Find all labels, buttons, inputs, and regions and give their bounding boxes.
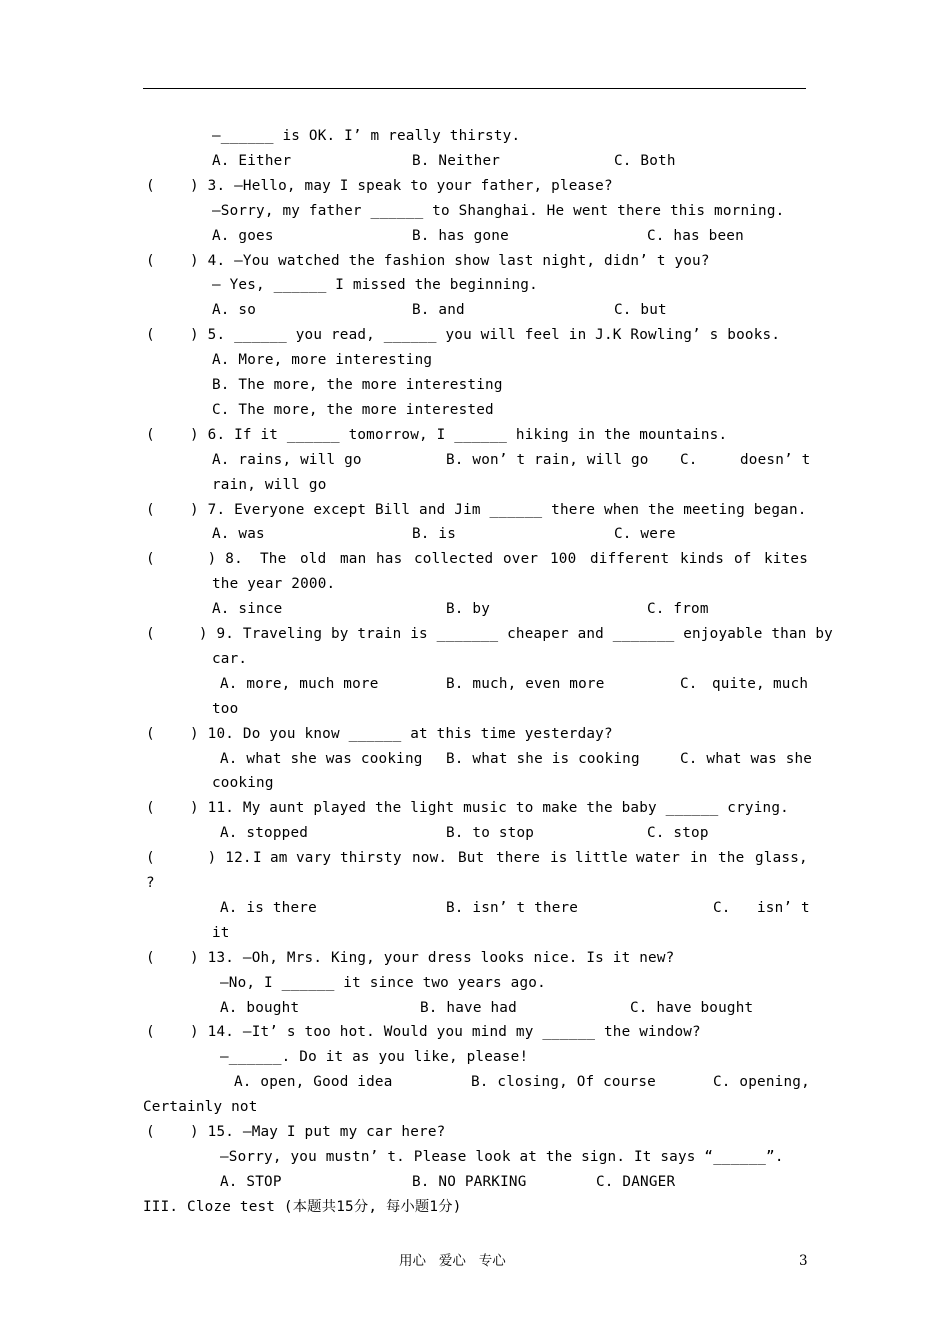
text-segment: B. won’ t rain, will go bbox=[446, 451, 649, 468]
text-line bbox=[0, 1020, 950, 1045]
text-segment: C. The more, the more interested bbox=[212, 401, 494, 418]
text-segment: C. has been bbox=[647, 227, 744, 244]
text-line bbox=[0, 1120, 950, 1145]
text-segment: Certainly not bbox=[143, 1099, 258, 1116]
text-line bbox=[0, 174, 950, 199]
text-segment: A. was bbox=[212, 526, 265, 543]
text-segment: A. since bbox=[212, 601, 283, 618]
text-line bbox=[0, 124, 950, 149]
text-segment: A. bought bbox=[220, 999, 300, 1016]
text-line bbox=[0, 298, 950, 323]
text-line bbox=[0, 373, 950, 398]
text-line bbox=[0, 722, 950, 747]
text-line bbox=[0, 448, 950, 473]
text-segment: —______. Do it as you like, please! bbox=[220, 1049, 529, 1066]
text-line bbox=[0, 771, 950, 796]
text-line bbox=[0, 473, 950, 498]
text-segment: —No, I ______ it since two years ago. bbox=[220, 974, 546, 991]
text-segment: B. isn’ t there bbox=[446, 899, 579, 916]
text-segment: ( ) 12. bbox=[146, 850, 252, 867]
text-segment: B. by bbox=[446, 601, 491, 618]
text-line bbox=[0, 896, 950, 921]
text-segment: C. DANGER bbox=[596, 1173, 676, 1190]
text-segment: B. and bbox=[412, 302, 465, 319]
text-segment: collected bbox=[414, 551, 494, 568]
text-segment: C. opening, bbox=[713, 1074, 810, 1091]
text-segment: A. stopped bbox=[220, 825, 309, 842]
text-segment: C. stop bbox=[647, 825, 709, 842]
text-segment: C. bbox=[680, 451, 698, 468]
text-line bbox=[0, 1145, 950, 1170]
text-segment: isn’ t bbox=[757, 899, 810, 916]
text-segment: ( ) 7. Everyone except Bill and Jim ______ there when the meeting began. bbox=[146, 501, 807, 518]
text-segment: C. bbox=[713, 899, 731, 916]
text-segment: car. bbox=[212, 650, 248, 667]
text-segment: it bbox=[212, 924, 230, 941]
text-segment: ( ) 8. bbox=[146, 551, 243, 568]
text-segment: C. have bought bbox=[630, 999, 754, 1016]
text-segment: the bbox=[718, 850, 745, 867]
text-segment: there bbox=[496, 850, 541, 867]
text-segment: the year 2000. bbox=[212, 576, 336, 593]
text-line bbox=[0, 522, 950, 547]
text-segment: cooking bbox=[212, 775, 274, 792]
text-segment: am bbox=[270, 850, 288, 867]
text-segment: The bbox=[260, 551, 287, 568]
text-segment: ( ) 13. —Oh, Mrs. King, your dress looks nice. Is it new? bbox=[146, 949, 675, 966]
text-line bbox=[0, 498, 950, 523]
text-line bbox=[0, 672, 950, 697]
text-line bbox=[0, 149, 950, 174]
text-segment: C. Both bbox=[614, 152, 676, 169]
text-line bbox=[0, 348, 950, 373]
text-segment: man bbox=[340, 551, 367, 568]
text-line bbox=[0, 946, 950, 971]
text-segment: A. Either bbox=[212, 152, 292, 169]
text-line bbox=[0, 1195, 950, 1220]
text-line bbox=[0, 249, 950, 274]
text-line bbox=[0, 597, 950, 622]
text-segment: B. has gone bbox=[412, 227, 509, 244]
text-segment: B. to stop bbox=[446, 825, 535, 842]
text-segment: A. More, more interesting bbox=[212, 352, 433, 369]
text-segment: ( ) 15. —May I put my car here? bbox=[146, 1124, 446, 1140]
text-segment: kinds bbox=[680, 551, 725, 568]
text-segment: thirsty bbox=[340, 850, 402, 867]
text-line bbox=[0, 199, 950, 224]
text-segment: over bbox=[503, 551, 539, 568]
text-segment: ( ) 11. My aunt played the light music to make the baby ______ crying. bbox=[146, 800, 789, 817]
text-segment: A. open, Good idea bbox=[234, 1074, 393, 1091]
text-line bbox=[0, 273, 950, 298]
text-segment: —Sorry, my father ______ to Shanghai. He went there this morning. bbox=[212, 202, 785, 219]
text-line bbox=[0, 572, 950, 597]
text-segment: C. but bbox=[614, 302, 667, 319]
text-line bbox=[0, 622, 950, 647]
page-number: 3 bbox=[799, 1253, 808, 1269]
text-line bbox=[0, 871, 950, 896]
text-line bbox=[0, 423, 950, 448]
text-line bbox=[0, 821, 950, 846]
text-line bbox=[0, 398, 950, 423]
text-line bbox=[0, 1070, 950, 1095]
text-line bbox=[0, 846, 950, 871]
text-segment: vary bbox=[296, 850, 332, 867]
footer-motto: 用心 爱心 专心 bbox=[399, 1253, 506, 1269]
text-line bbox=[0, 747, 950, 772]
text-segment: A. is there bbox=[220, 899, 317, 916]
text-segment: doesn’ t bbox=[740, 451, 811, 468]
text-segment: ( ) 14. —It’ s too hot. Would you mind my ______ the window? bbox=[146, 1024, 701, 1041]
text-segment: B. much, even more bbox=[446, 675, 605, 692]
text-segment: ( ) 6. If it ______ tomorrow, I ______ hiking in the mountains. bbox=[146, 426, 728, 443]
text-segment: ( ) 3. —Hello, may I speak to your father, please? bbox=[146, 177, 613, 194]
text-line bbox=[0, 1045, 950, 1070]
text-segment: —Sorry, you mustn’ t. Please look at the sign. It says “______”. bbox=[220, 1148, 784, 1165]
text-segment: ? bbox=[146, 875, 155, 891]
text-line bbox=[0, 323, 950, 348]
text-segment: old bbox=[300, 551, 327, 568]
page-footer bbox=[0, 1250, 950, 1272]
text-segment: —______ is OK. I’ m really thirsty. bbox=[212, 128, 521, 144]
text-segment: much bbox=[773, 675, 809, 692]
text-segment: ( ) 10. Do you know ______ at this time yesterday? bbox=[146, 725, 613, 742]
text-segment: C. what was she bbox=[680, 750, 813, 767]
text-segment: A. goes bbox=[212, 227, 274, 244]
text-line bbox=[0, 647, 950, 672]
text-segment: A. more, much more bbox=[220, 675, 379, 692]
text-segment: glass, bbox=[755, 850, 808, 867]
text-segment: B. Neither bbox=[412, 152, 501, 169]
text-segment: But bbox=[458, 850, 485, 867]
text-segment: A. so bbox=[212, 302, 257, 319]
text-segment: little bbox=[575, 850, 628, 867]
text-segment: B. NO PARKING bbox=[412, 1173, 527, 1190]
text-segment: A. what she was cooking bbox=[220, 750, 423, 767]
text-line bbox=[0, 224, 950, 249]
text-segment: B. closing, Of course bbox=[471, 1074, 656, 1091]
text-line bbox=[0, 697, 950, 722]
text-segment: B. is bbox=[412, 526, 457, 543]
text-line bbox=[0, 996, 950, 1021]
text-segment: B. what she is cooking bbox=[446, 750, 640, 767]
text-segment: C. bbox=[680, 675, 698, 692]
text-line bbox=[0, 1170, 950, 1195]
text-segment: quite, bbox=[712, 675, 765, 692]
text-segment: different bbox=[590, 551, 670, 568]
text-segment: B. The more, the more interesting bbox=[212, 377, 503, 393]
text-segment: A. STOP bbox=[220, 1173, 282, 1190]
text-segment: — Yes, ______ I missed the beginning. bbox=[212, 277, 538, 294]
text-segment: 100 bbox=[550, 551, 577, 568]
text-segment: kites bbox=[764, 551, 809, 568]
text-segment: in bbox=[690, 850, 708, 867]
text-segment: A. rains, will go bbox=[212, 451, 362, 468]
text-segment: I bbox=[253, 850, 262, 867]
text-segment: ( ) 4. —You watched the fashion show last night, didn’ t you? bbox=[146, 252, 710, 269]
text-segment: III. Cloze test (本题共15分, 每小题1分) bbox=[143, 1198, 462, 1215]
text-line bbox=[0, 921, 950, 946]
text-segment: is bbox=[550, 850, 568, 867]
header-rule bbox=[143, 88, 806, 89]
text-line bbox=[0, 796, 950, 821]
text-segment: of bbox=[734, 551, 752, 568]
text-segment: water bbox=[636, 850, 681, 867]
text-line bbox=[0, 1095, 950, 1120]
text-segment: has bbox=[376, 551, 403, 568]
text-segment: C. were bbox=[614, 526, 676, 543]
text-segment: B. have had bbox=[420, 999, 517, 1016]
text-segment: now. bbox=[412, 850, 448, 867]
text-segment: too bbox=[212, 700, 239, 717]
text-segment: C. from bbox=[647, 601, 709, 618]
text-segment: rain, will go bbox=[212, 476, 327, 493]
text-segment: ( ) 5. ______ you read, ______ you will feel in J.K Rowling’ s books. bbox=[146, 327, 781, 344]
text-segment: ( ) 9. Traveling by train is _______ cheaper and _______ enjoyable than by bbox=[146, 626, 833, 642]
text-line bbox=[0, 547, 950, 572]
text-line bbox=[0, 971, 950, 996]
